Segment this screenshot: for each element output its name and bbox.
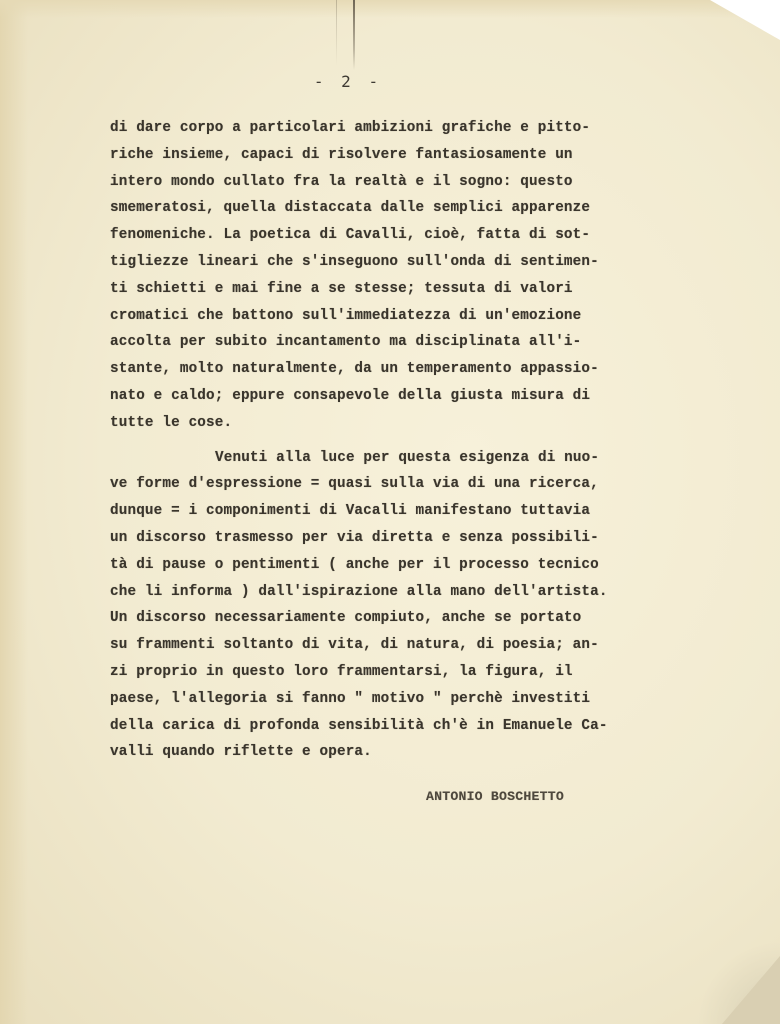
text-line: su frammenti soltanto di vita, di natura, di poesia; an-: [110, 637, 599, 654]
text-line: accolta per subito incantamento ma disciplinata all'i-: [110, 334, 582, 351]
text-line: fenomeniche. La poetica di Cavalli, cioè, fatta di sot-: [110, 227, 591, 244]
text-line: cromatici che battono sull'immediatezza di un'emozione: [110, 307, 582, 324]
staple-fold-mark-faint: [336, 0, 337, 66]
paragraph-2: [110, 445, 670, 767]
text-line: della carica di profonda sensibilità ch'è in Emanuele Ca-: [110, 717, 608, 734]
page-number: - 2 -: [313, 72, 383, 91]
text-line: ti schietti e mai fine a se stesse; tessuta di valori: [110, 280, 573, 297]
paper-top-edge: [0, 0, 780, 18]
paper-corner-tear: [710, 0, 780, 40]
text-line: di dare corpo a particolari ambizioni grafiche e pitto-: [110, 120, 591, 136]
text-line: Un discorso necessariamente compiuto, anche se portato: [110, 610, 582, 627]
text-line: paese, l'allegoria si fanno " motivo " perchè investiti: [110, 690, 591, 707]
paper-left-edge: [0, 0, 28, 1024]
text-line: tutte le cose.: [110, 414, 233, 431]
text-line: un discorso trasmesso per via diretta e senza possibili-: [110, 529, 599, 546]
paragraph-gap: [110, 437, 670, 445]
text-line: riche insieme, capaci di risolvere fantasiosamente un: [110, 146, 573, 163]
text-line: stante, molto naturalmente, da un temperamento appassio-: [110, 361, 599, 378]
text-line: nato e caldo; eppure consapevole della giusta misura di: [110, 387, 591, 404]
paragraph-1: [110, 115, 670, 437]
text-line: dunque = i componimenti di Vacalli manifestano tuttavia: [110, 503, 591, 520]
text-line: tigliezze lineari che s'inseguono sull'onda di sentimen-: [110, 253, 599, 270]
text-line: tà di pause o pentimenti ( anche per il processo tecnico: [110, 556, 599, 573]
text-line: zi proprio in questo loro frammentarsi, la figura, il: [110, 663, 573, 680]
text-line: ve forme d'espressione = quasi sulla via di una ricerca,: [110, 476, 599, 493]
body-text: [110, 115, 670, 766]
text-line: valli quando riflette e opera.: [110, 744, 372, 761]
folded-corner: [722, 956, 780, 1024]
text-line: Venuti alla luce per questa esigenza di nuo-: [215, 449, 600, 466]
author-signature: ANTONIO BOSCHETTO: [426, 789, 564, 804]
staple-fold-mark: [353, 0, 355, 70]
text-line: intero mondo cullato fra la realtà e il sogno: questo: [110, 173, 573, 190]
text-line: che li informa ) dall'ispirazione alla mano dell'artista.: [110, 583, 608, 600]
text-line: smemeratosi, quella distaccata dalle semplici apparenze: [110, 200, 591, 217]
